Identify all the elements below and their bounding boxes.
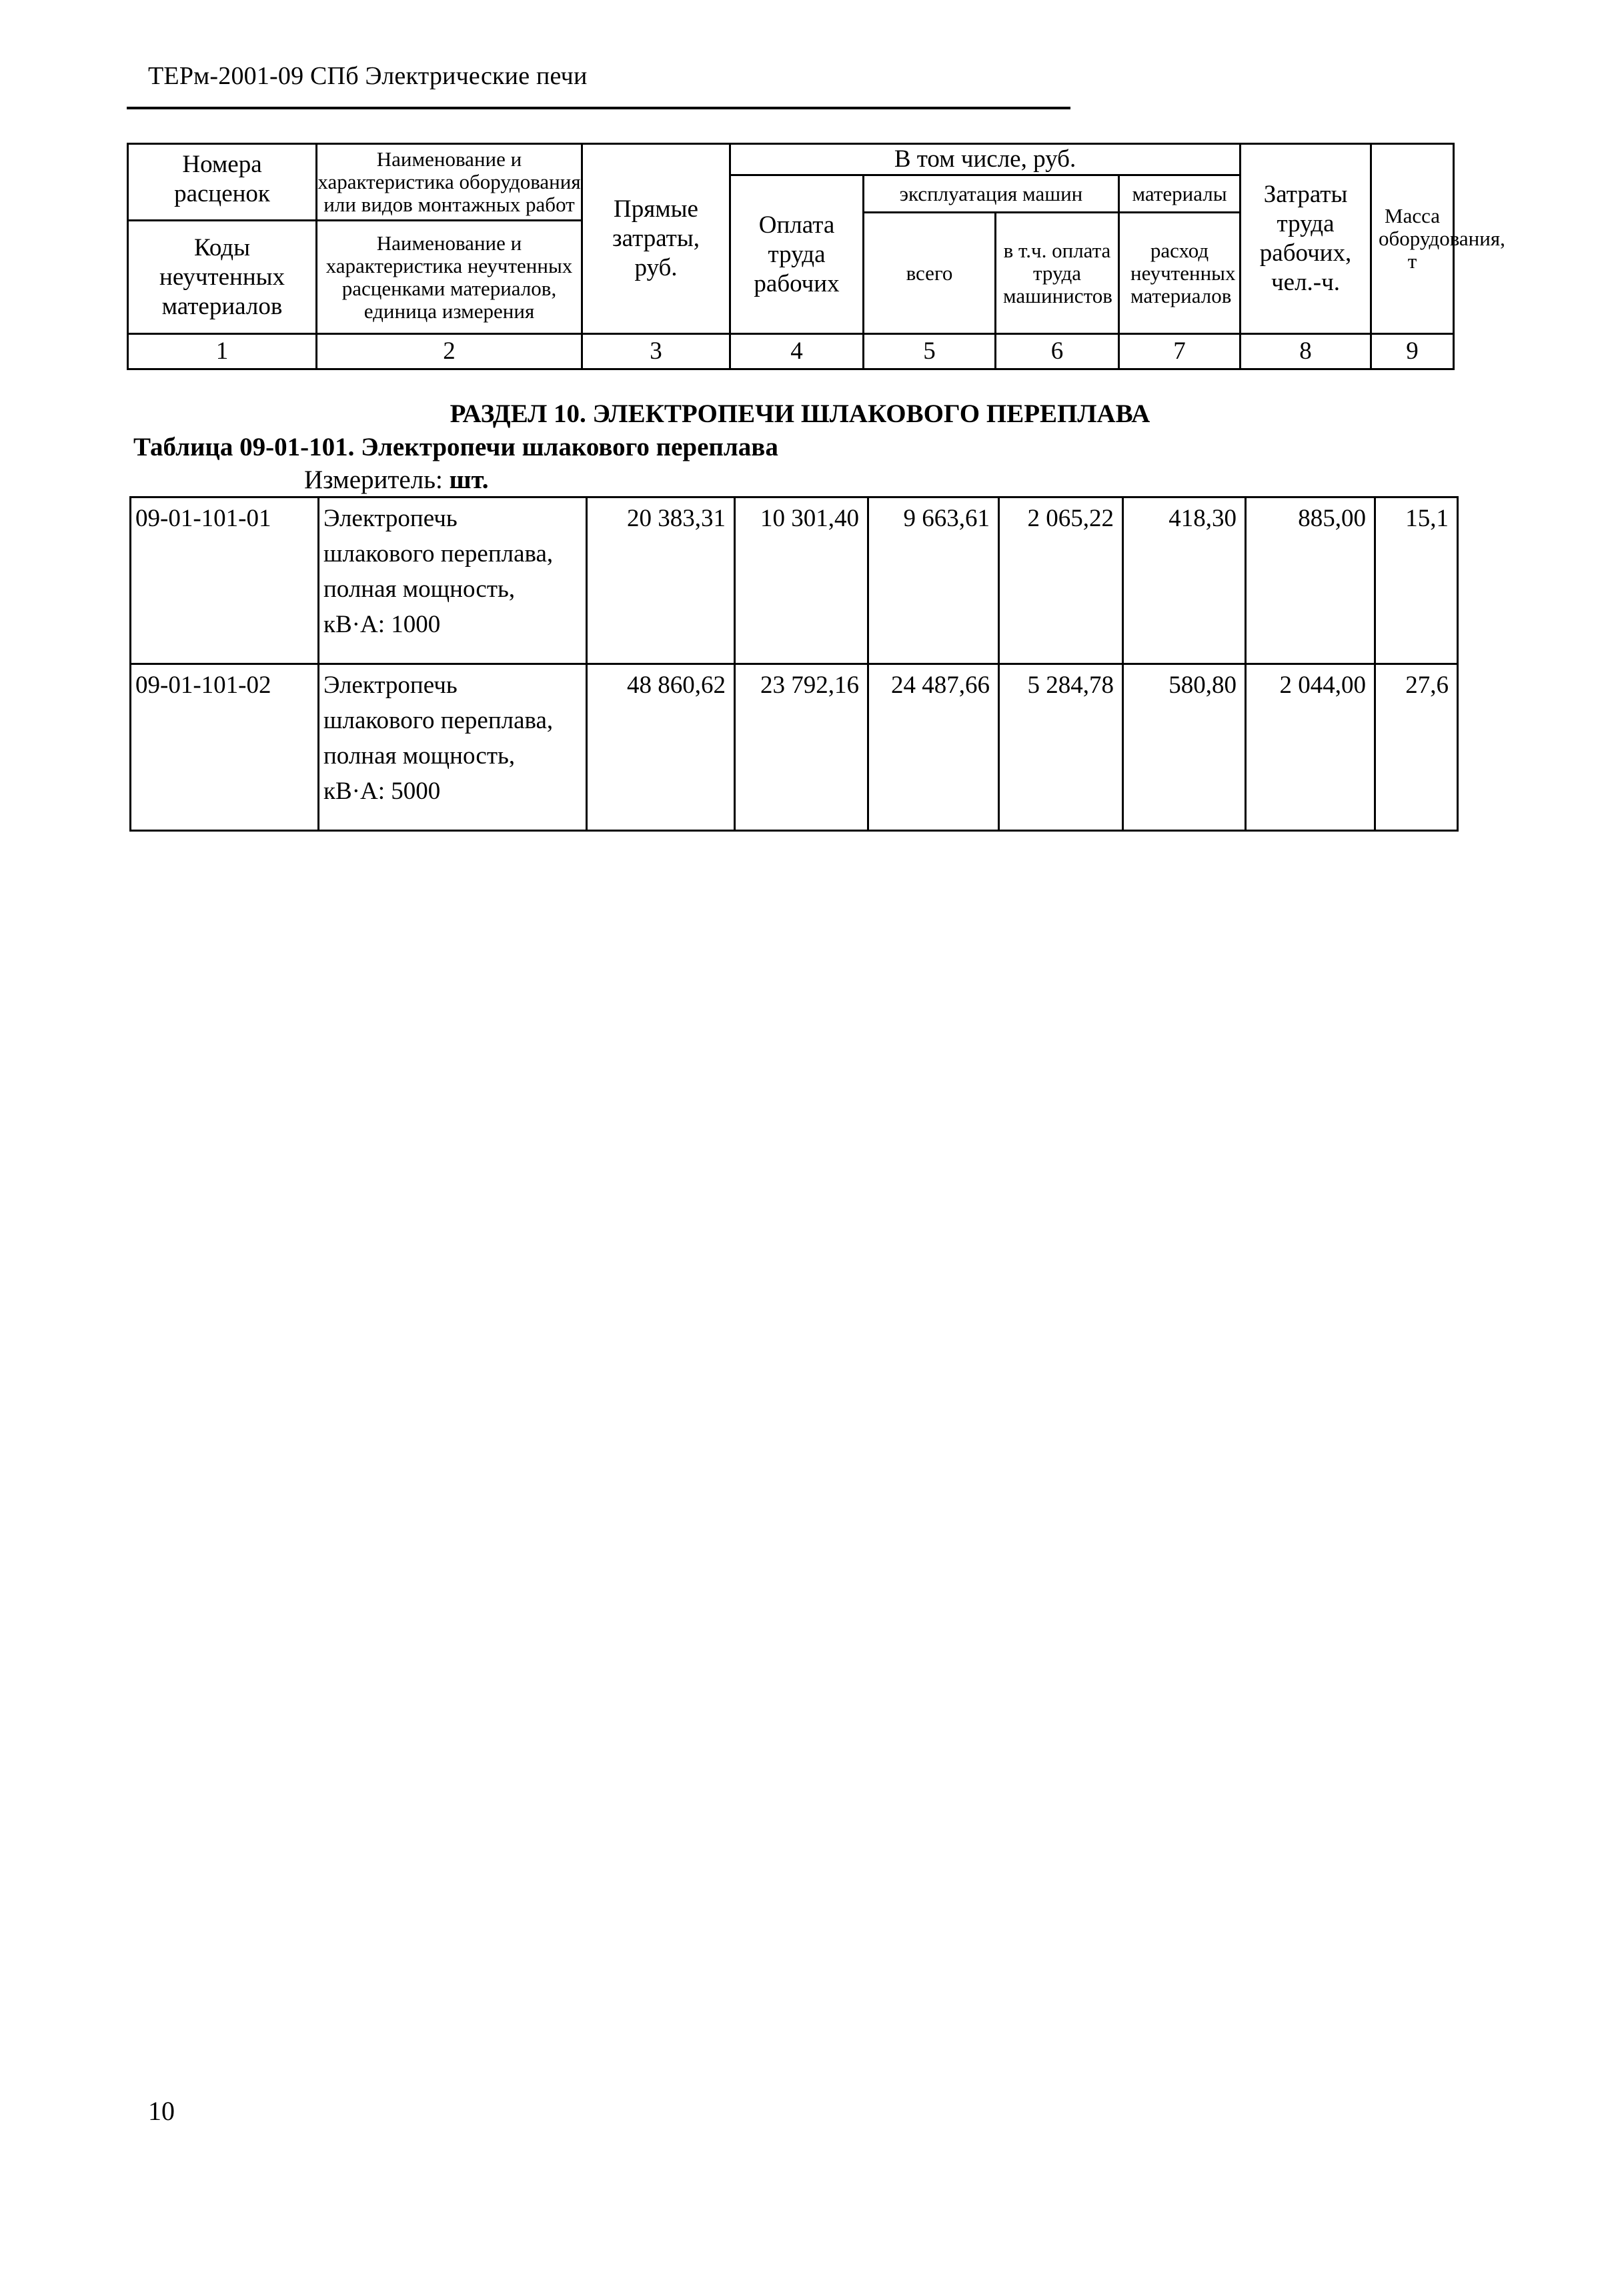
measure-line — [304, 465, 488, 495]
col2-top-header: Наименование и характеристика оборудования или видов монтажных работ — [317, 144, 582, 221]
page-number: 10 — [148, 2096, 175, 2126]
materials-cost: 418,30 — [1123, 497, 1246, 664]
machines-total: 9 663,61 — [868, 497, 999, 664]
rate-name-line: Электропечь — [323, 672, 458, 699]
group-header: В том числе, руб. — [730, 144, 1241, 175]
direct-costs: 48 860,62 — [587, 664, 735, 831]
machinists-pay: 2 065,22 — [999, 497, 1123, 664]
col-number-7: 7 — [1119, 334, 1241, 369]
measure-unit: шт. — [449, 465, 489, 494]
equipment-mass: 27,6 — [1375, 664, 1458, 831]
rate-name-line: полная мощность, — [323, 742, 516, 770]
rate-name-line: кВ·А: 5000 — [323, 778, 441, 805]
equipment-mass: 15,1 — [1375, 497, 1458, 664]
rate-name-line: полная мощность, — [323, 576, 516, 603]
col2-bottom-header: Наименование и характеристика неучтенных расценками материалов, единица измерения — [317, 221, 582, 334]
rate-name-line: шлакового переплава, — [323, 707, 554, 734]
col5-header: всего — [864, 213, 996, 334]
rate-name-line: кВ·А: 1000 — [323, 611, 441, 638]
materials-group-header: материалы — [1119, 175, 1241, 213]
machinists-pay: 5 284,78 — [999, 664, 1123, 831]
labor-pay: 10 301,40 — [735, 497, 868, 664]
document-header: ТЕРм-2001-09 СПб Электрические печи — [148, 62, 588, 90]
table-row — [131, 664, 1458, 831]
col-number-2: 2 — [317, 334, 582, 369]
labor-pay: 23 792,16 — [735, 664, 868, 831]
header-rule — [127, 107, 1070, 109]
col1-bottom-header: Коды неучтенных материалов — [128, 221, 317, 334]
labor-hours: 885,00 — [1246, 497, 1375, 664]
rate-code: 09-01-101-02 — [131, 664, 319, 831]
col-number-8: 8 — [1241, 334, 1371, 369]
measure-label: Измеритель: — [304, 465, 443, 494]
labor-hours: 2 044,00 — [1246, 664, 1375, 831]
table-title: Таблица 09-01-101. Электропечи шлакового переплава — [133, 433, 778, 461]
table-row — [131, 497, 1458, 664]
col7-header: расход неучтенных материалов — [1119, 213, 1241, 334]
rate-code: 09-01-101-01 — [131, 497, 319, 664]
materials-cost: 580,80 — [1123, 664, 1246, 831]
col9-header: Масса оборудования, т — [1371, 144, 1454, 334]
col-number-3: 3 — [582, 334, 730, 369]
col4-header: Оплата труда рабочих — [730, 175, 864, 334]
col8-header: Затраты труда рабочих, чел.-ч. — [1241, 144, 1371, 334]
rate-name-line: шлакового переплава, — [323, 540, 554, 567]
direct-costs: 20 383,31 — [587, 497, 735, 664]
col6-header: в т.ч. оплата труда машинистов — [996, 213, 1119, 334]
header-table — [127, 143, 1505, 370]
col-number-6: 6 — [996, 334, 1119, 369]
rate-name-line: Электропечь — [323, 505, 458, 532]
rate-name — [319, 664, 587, 831]
col-number-9: 9 — [1371, 334, 1454, 369]
col3-header: Прямые затраты, руб. — [582, 144, 730, 334]
rate-name — [319, 497, 587, 664]
col-number-4: 4 — [730, 334, 864, 369]
rates-table — [129, 496, 1459, 832]
col-number-5: 5 — [864, 334, 996, 369]
section-title: РАЗДЕЛ 10. ЭЛЕКТРОПЕЧИ ШЛАКОВОГО ПЕРЕПЛАВА — [450, 399, 1150, 428]
col1-top-header: Номера расценок — [128, 144, 317, 221]
col-number-1: 1 — [128, 334, 317, 369]
machines-total: 24 487,66 — [868, 664, 999, 831]
machines-group-header: эксплуатация машин — [864, 175, 1119, 213]
